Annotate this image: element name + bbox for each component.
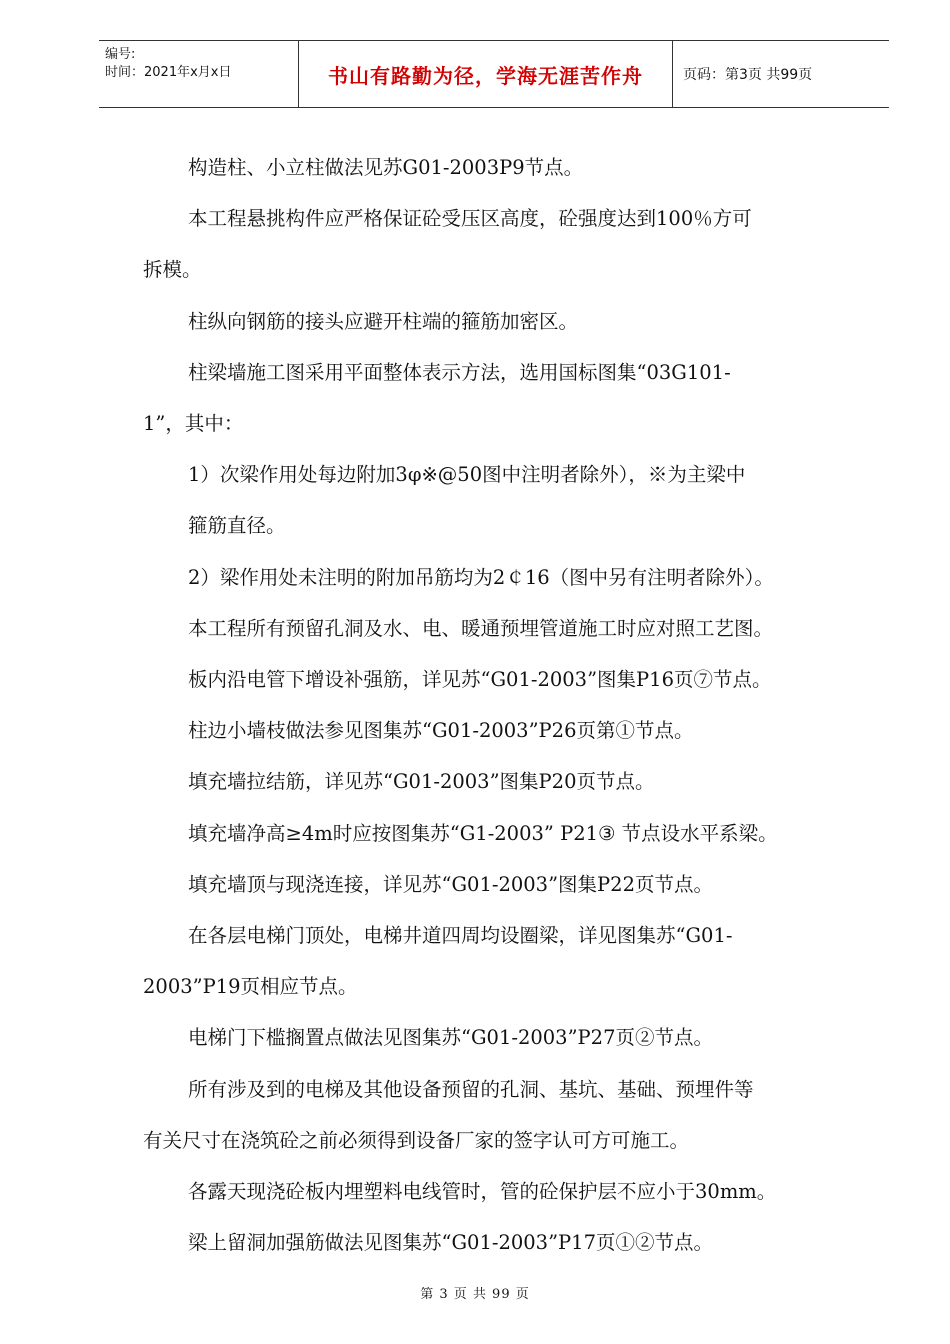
page-footer: 第 3 页 共 99 页 xyxy=(420,1287,530,1302)
paragraph-line: 拆模。 xyxy=(143,258,202,282)
paragraph-line: 有关尺寸在浇筑砼之前必须得到设备厂家的签字认可方可施工。 xyxy=(143,1128,690,1152)
paragraph-line: 本工程悬挑构件应严格保证砼受压区高度，砼强度达到100％方可 xyxy=(188,207,752,231)
header-page-number: 页码：第3页 共99页 xyxy=(683,67,813,83)
document-body xyxy=(143,142,853,1268)
paragraph-line: 本工程所有预留孔洞及水、电、暖通预埋管道施工时应对照工艺图。 xyxy=(188,616,774,640)
paragraph-line: 所有涉及到的电梯及其他设备预留的孔洞、基坑、基础、预埋件等 xyxy=(188,1077,754,1101)
page-header xyxy=(99,40,889,108)
paragraph-line: 柱边小墙枝做法参见图集苏“G01-2003”P26页第①节点。 xyxy=(188,719,694,743)
list-item-line: 箍筋直径。 xyxy=(188,514,286,538)
paragraph-line: 填充墙拉结筋，详见苏“G01-2003”图集P20页节点。 xyxy=(188,770,655,794)
list-item-line: 1）次梁作用处每边附加3φ※@50图中注明者除外），※为主梁中 xyxy=(188,463,746,487)
paragraph-line: 柱纵向钢筋的接头应避开柱端的箍筋加密区。 xyxy=(188,309,579,333)
paragraph-line: 在各层电梯门顶处，电梯井道四周均设圈梁，详见图集苏“G01- xyxy=(188,924,733,948)
list-item-line: 2）梁作用处未注明的附加吊筋均为2￠16（图中另有注明者除外）。 xyxy=(188,565,774,589)
paragraph-line: 1”，其中： xyxy=(143,412,244,436)
paragraph-line: 填充墙顶与现浇连接，详见苏“G01-2003”图集P22页节点。 xyxy=(188,872,713,896)
paragraph-line: 填充墙净高≥4m时应按图集苏“G1-2003” P21③ 节点设水平系梁。 xyxy=(188,821,778,845)
header-motto: 书山有路勤为径，学海无涯苦作舟 xyxy=(299,41,673,107)
paragraph-line: 梁上留洞加强筋做法见图集苏“G01-2003”P17页①②节点。 xyxy=(188,1231,713,1255)
paragraph-line: 2003”P19页相应节点。 xyxy=(143,975,358,999)
document-time-label: 时间：2021年x月x日 xyxy=(105,65,232,80)
paragraph-line: 电梯门下槛搁置点做法见图集苏“G01-2003”P27页②节点。 xyxy=(188,1026,713,1050)
paragraph-line: 柱梁墙施工图采用平面整体表示方法，选用国标图集“03G101- xyxy=(188,360,731,384)
paragraph-line: 板内沿电管下增设补强筋，详见苏“G01-2003”图集P16页⑦节点。 xyxy=(188,668,772,692)
paragraph-line: 构造柱、小立柱做法见苏G01-2003P9节点。 xyxy=(188,156,584,179)
header-meta xyxy=(99,41,299,107)
document-code-label: 编号: xyxy=(105,47,136,62)
paragraph-line: 各露天现浇砼板内埋塑料电线管时，管的砼保护层不应小于30mm。 xyxy=(188,1180,777,1204)
